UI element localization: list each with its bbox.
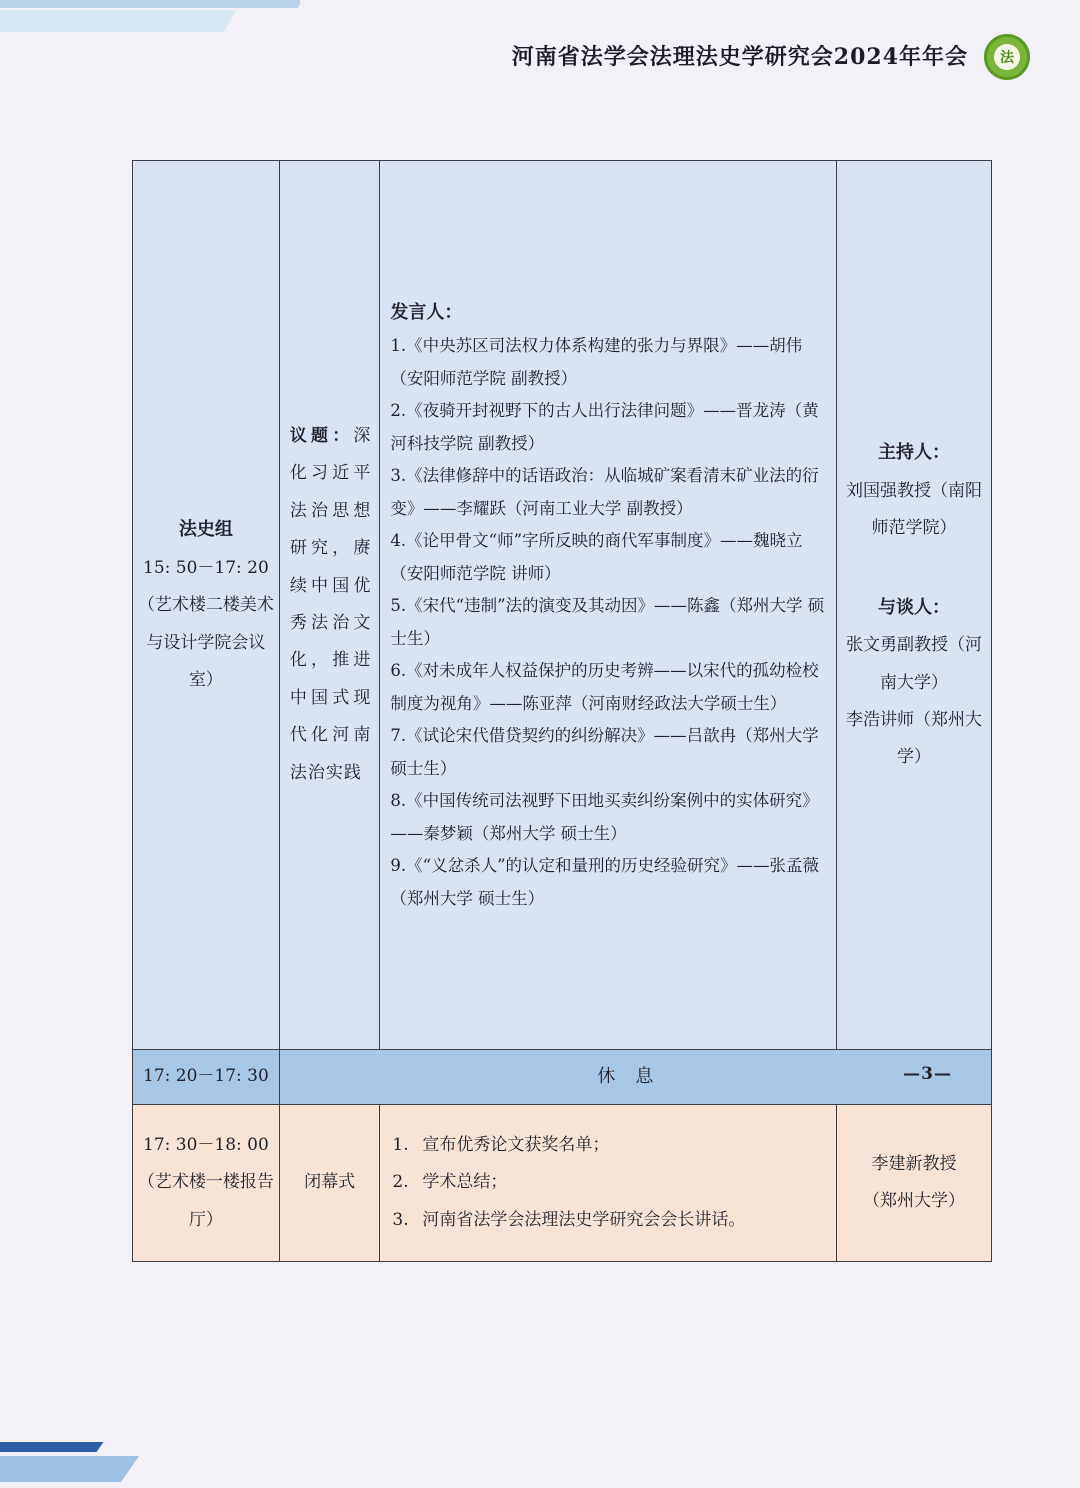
list-item: 2.《夜骑开封视野下的古人出行法律问题》——晋龙涛（黄河科技学院 副教授） [390,401,819,453]
table-row [133,1050,992,1105]
speakers-label: 发言人： [390,301,463,323]
header-decoration [0,0,300,40]
topic-cell [279,161,380,1050]
list-item: 3.《法律修辞中的话语政治：从临城矿案看清末矿业法的衍变》——李耀跃（河南工业大学 副教授） [390,466,819,518]
closing-time: 17: 30－18: 00 [143,1134,269,1155]
list-item: 3. 河南省法学会法理法史学研究会会长讲话。 [392,1209,746,1230]
schedule-table [132,160,992,1262]
discussant-name: 张文勇副教授（河南大学） [846,635,983,693]
closing-items-cell [380,1105,837,1262]
list-item: 7.《试论宋代借贷契约的纠纷解决》——吕歆冉（郑州大学 硕士生） [390,726,819,778]
list-item: 6.《对未成年人权益保护的历史考辨——以宋代的孤幼检校制度为视角》——陈亚萍（河南财经政法大学硕士生） [390,661,819,713]
host-label: 主持人： [878,442,951,464]
list-item: 2. 学术总结； [392,1172,508,1193]
list-item: 1. 宣布优秀论文获奖名单； [392,1134,610,1155]
session-group-name: 法史组 [178,519,233,541]
topic-label: 议题： [289,426,354,447]
list-item: 5.《宋代“违制”法的演变及其动因》——陈鑫（郑州大学 硕士生） [390,596,825,648]
page-header-title: 河南省法学会法理法史学研究会2024年年会 [511,44,968,70]
session-time: 15: 50－17: 20 [143,558,269,579]
association-emblem-icon: 法 [984,34,1030,80]
break-label: 休息 [279,1050,991,1105]
list-item: 9.《“义忿杀人”的认定和量刑的历史经验研究》——张孟薇（郑州大学 硕士生） [390,856,820,908]
session-venue: （艺术楼二楼美术与设计学院会议室） [137,595,274,691]
table-row [133,161,992,1050]
hosts-cell [837,161,992,1050]
chair-name: 李建新教授 [871,1153,957,1174]
discussant-label: 与谈人： [878,596,951,618]
table-row [133,1105,992,1262]
closing-name: 闭幕式 [279,1105,380,1262]
list-item: 1.《中央苏区司法权力体系构建的张力与界限》——胡伟（安阳师范学院 副教授） [390,336,803,388]
closing-venue: （艺术楼一楼报告厅） [137,1172,274,1230]
speakers-cell [380,161,837,1050]
session-cell [133,161,280,1050]
footer-decoration [0,1428,140,1488]
list-item: 4.《论甲骨文“师”字所反映的商代军事制度》——魏晓立（安阳师范学院 讲师） [390,531,803,583]
chair-affiliation: （郑州大学） [863,1191,966,1211]
topic-text: 深化习近平法治思想研究，赓续中国优秀法治文化，推进中国式现代化河南法治实践 [289,426,372,783]
break-time: 17: 20－17: 30 [133,1050,280,1105]
closing-time-cell [133,1105,280,1262]
closing-chair-cell [837,1105,992,1262]
discussant-name: 李浩讲师（郑州大学） [846,709,983,768]
page-number: —3— [903,1064,952,1084]
list-item: 8.《中国传统司法视野下田地买卖纠纷案例中的实体研究》——秦梦颖（郑州大学 硕士生） [390,791,819,843]
host-name: 刘国强教授（南阳师范学院） [846,480,983,539]
